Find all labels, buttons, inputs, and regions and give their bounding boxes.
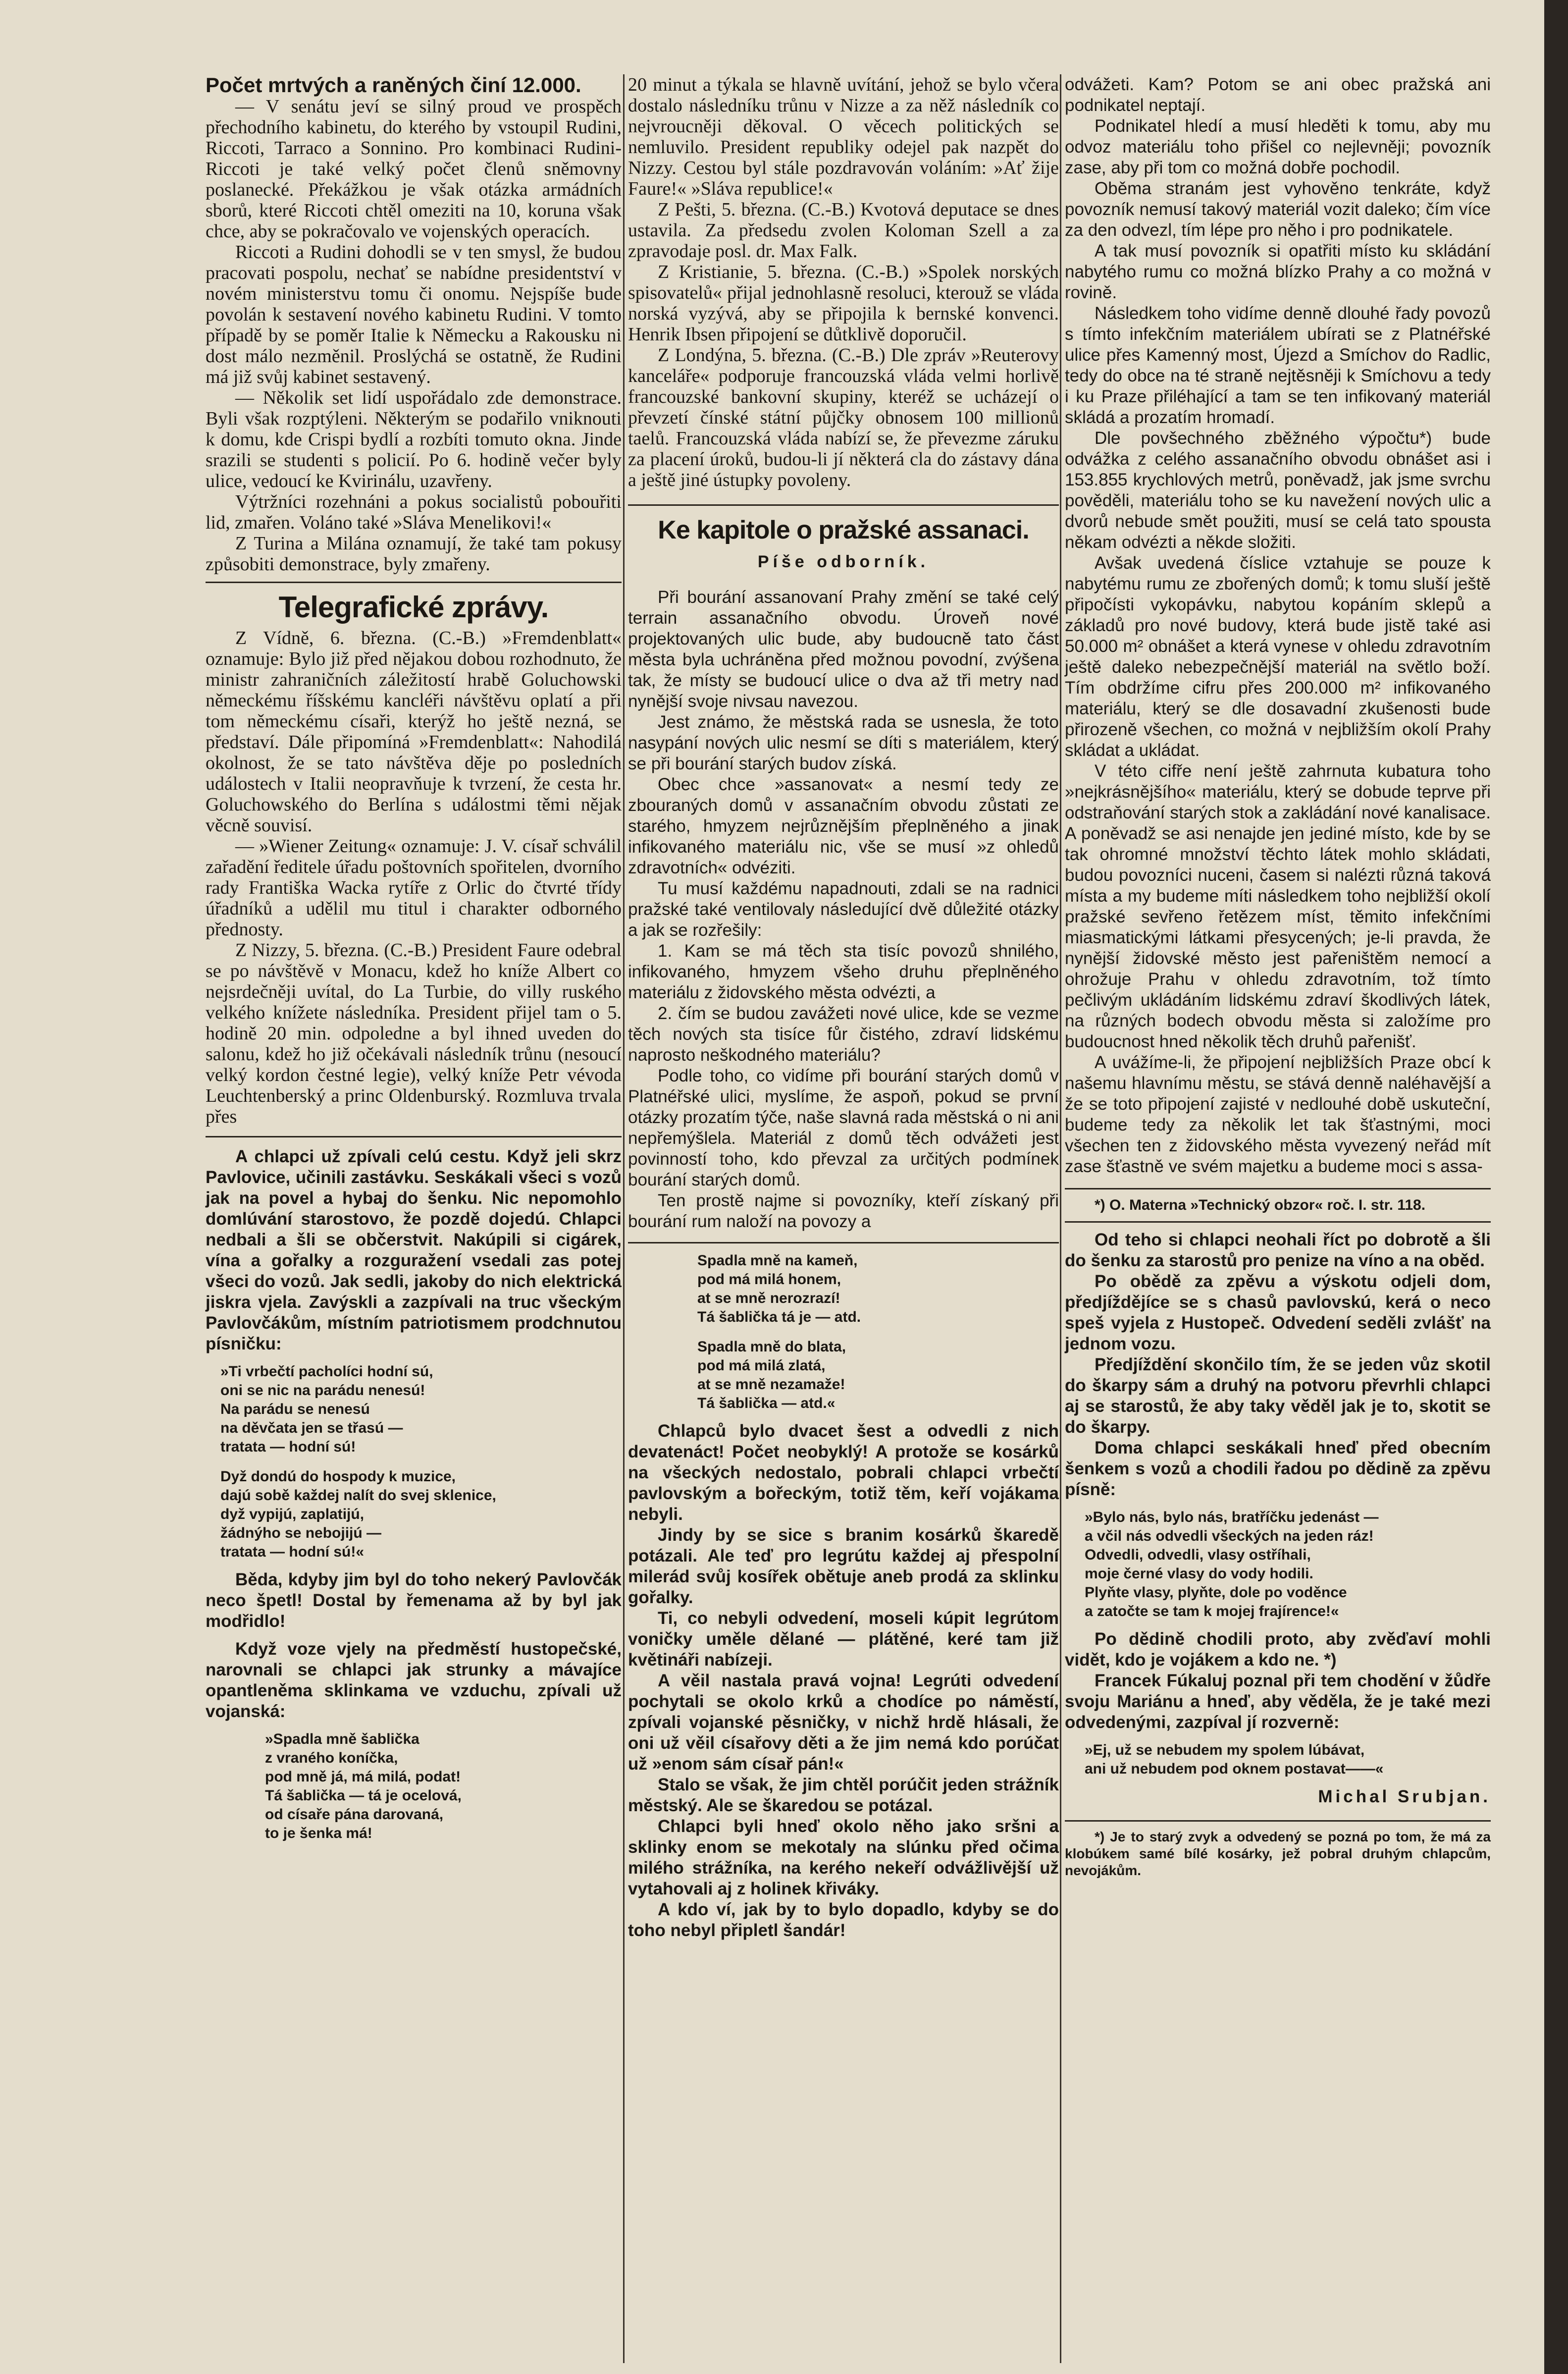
column-rule bbox=[1060, 74, 1061, 2363]
poem-line: pod mně já, má milá, podat! bbox=[265, 1769, 461, 1785]
poem-gap bbox=[697, 1327, 1059, 1338]
paragraph: Z Londýna, 5. března. (C.-B.) Dle zpráv »Reuterovy kanceláře« podporuje francouzská vláda velmi horlivě francouzské bankovní skupiny, kteréž se ucházejí o převzetí čínské státní půjčky obnosem 100 millionů taelů. Francouzská vláda nabízí se, že převezme záruku za placení úroků, budou-li jí některá cla do zástavy dána a ještě jiné ústupky povoleny. bbox=[628, 345, 1059, 490]
poem-line: Tá šablička — tá je ocelová, bbox=[265, 1787, 462, 1804]
article-paragraph: Obec chce »assanovat« a nesmí tedy ze zbouraných domů v assanačním obvodu zůstati ze starého, hmyzem nejrůznějším přeplněného a jinak infikovaného materiálu nic, vše se musí »z ohledů zdravotních« odvéziti. bbox=[628, 775, 1059, 877]
footnote: *) O. Materna »Technický obzor« roč. I. str. 118. bbox=[1095, 1197, 1426, 1213]
poem-line: pod má milá zlatá, bbox=[697, 1357, 826, 1374]
poem-line: oni se nic na parádu nenesú! bbox=[220, 1382, 425, 1399]
article-paragraph: A uvážíme-li, že připojení nejbližších Praze obcí k našemu hlavnímu městu, se stává denně naléhavější a že se toto připojení zajisté v nedlouhé době uskuteční, budeme tedy za několik let tak šťastnými, moci všechen ten z židovského města vyvezený neřád mít zase šťastně ve svém majetku a budeme moci s assa- bbox=[1065, 1053, 1491, 1176]
article-paragraph: odvážeti. Kam? Potom se ani obec pražská ani podnikatel neptají. bbox=[1065, 75, 1491, 115]
poem-line: Spadla mně na kameň, bbox=[697, 1252, 858, 1269]
byline: Píše odborník. bbox=[757, 552, 930, 571]
story-paragraph: Ti, co nebyli odvedení, moseli kúpit legrútom voničky uměle dělané — plátěné, keré tam již květináři nabízeji. bbox=[628, 1609, 1059, 1670]
poem-line: Tá šablička tá je — atd. bbox=[697, 1309, 861, 1325]
poem-gap bbox=[220, 1457, 622, 1467]
article-paragraph: Ten prostě najme si povozníky, kteří získaný při bourání rum naloží na povozy a bbox=[628, 1191, 1059, 1231]
paragraph: — »Wiener Zeitung« oznamuje: J. V. císař schválil zařadění ředitele úřadu poštovních spořitelen, dvorního rady Františka Wacka rytíře z Orlic do čtvrté třídy úřadníků a udělil mu titul i charakter odborného přednosty. bbox=[206, 836, 622, 940]
paragraph: Z Nizzy, 5. března. (C.-B.) President Faure odebral se po návštěvě v Monacu, kdež ho kníže Albert co nejsrdečněji uvítal, do La Turbie, do villy ruského velkého knížete následníka. President přijel tam o 5. hodině 20 min. odpoledne a byl ihned uveden do salonu, kdež ho již očekávali následník trůnu (nesoucí velký kordon čestné legie), velký kníže Petr vévoda Leuchtenberský a princ Oldenburský. Rozmluva trvala přes bbox=[206, 940, 622, 1127]
paragraph: Z Vídně, 6. března. (C.-B.) »Fremdenblatt« oznamuje: Bylo již před nějakou dobou rozhodnuto, že ministr zahraničních záležitostí hrabě Goluchowski německému říšskému kancléři návštěvu oplatí a při tom německému císaři, kterýž ho ještě nezná, se představí. Dále připomíná »Fremdenblatt«: Nahodilá okolnost, že se tato návštěva děje po posledních událostech v Italii neopravňuje k tvrzení, že cesta hr. Goluchowského do Berlína s událostmi těmi nějak věcně souvisí. bbox=[206, 628, 622, 836]
poem-line: tratata — hodní sú! bbox=[220, 1439, 356, 1455]
column-left bbox=[206, 74, 622, 1851]
section-title-assanace: Ke kapitole o pražské assanaci. bbox=[658, 516, 1029, 544]
author-signature: Michal Srubjan. bbox=[1318, 1787, 1491, 1806]
column-right bbox=[1065, 74, 1491, 1879]
section-title-telegraphs: Telegrafické zprávy. bbox=[278, 591, 549, 624]
story-paragraph: Od teho si chlapci neohali říct po dobrotě a šli do šenku za starostů pro penize na víno a na oběd. bbox=[1065, 1230, 1491, 1270]
paragraph: — V senátu jeví se silný proud ve prospěch přechodního kabinetu, do kterého by vstoupil Rudini, Riccoti, Tarraco a Sonnino. Pro kombinaci Rudini-Riccoti je také velký počet členů sněmovny poslanecké. Překážkou je však otázka armádních sborů, které Riccoti chtěl omeziti na 10, koruna však chce, aby se pokračovalo ve vojenských operacích. bbox=[206, 96, 622, 242]
paragraph: Z Kristianie, 5. března. (C.-B.) »Spolek norských spisovatelů« přijal jednohlasně resoluci, kterouž se vláda norská vyzývá, aby se připojila k bernské konvenci. Henrik Ibsen připojení se důtklivě doporučil. bbox=[628, 262, 1059, 345]
story-paragraph: Chlapci byli hneď okolo něho jako sršni a sklinky enom se mekotaly na slúnku před očima milého strážníka, na kerého nekeří odvážlivější už vytahovali aj z holinek křiváky. bbox=[628, 1817, 1059, 1898]
poem-line: na děvčata jen se třasú — bbox=[220, 1420, 403, 1436]
story-paragraph: A věil nastala pravá vojna! Legrúti odvedení pochytali se okolo krků a chodíce po náměstí, zpívali vojanské pěsničky, v nichž hrdě hlásali, že oni už věil císařovy děti a že jim nemá kdo porúčat už »enom sám císař pán!« bbox=[628, 1671, 1059, 1774]
story-paragraph: Francek Fúkaluj poznal při tem chodění v žůdře svoju Mariánu a hneď, aby věděla, že je také mezi odvedenými, zazpíval jí rozverně: bbox=[1065, 1671, 1491, 1732]
divider bbox=[1065, 1820, 1491, 1822]
article-paragraph: A tak musí povozník si opatřiti místo ku skládání nabytého rumu co možná blízko Prahy a co možná v rovině. bbox=[1065, 241, 1491, 302]
poem-line: žádnýho se nebojijú — bbox=[220, 1525, 382, 1541]
paragraph: Riccoti a Rudini dohodli se v ten smysl, že budou pracovati pospolu, nechať se nabídne presidentství v novém ministerstvu tomu či onomu. Nejspíše bude povolán k sestavení nového kabinetu Rudini. V tomto případě by se poměr Italie k Německu a Rakousku ni dost málo nezměnil. Proslýchá se ostatně, že Rudini má již svůj kabinet sestavený. bbox=[206, 242, 622, 387]
divider bbox=[206, 582, 622, 583]
story-paragraph: Po dědině chodili proto, aby zvěďaví mohli vidět, kdo je vojákem a kdo ne. *) bbox=[1065, 1629, 1491, 1670]
article-paragraph: 1. Kam se má těch sta tisíc povozů shnilého, infikovaného, hmyzem všeho druhu přeplněného materiálu z židovského města odvézti, a bbox=[628, 941, 1059, 1002]
poem-block bbox=[1085, 1741, 1491, 1779]
poem-line: Na parádu se nenesú bbox=[220, 1401, 370, 1417]
poem-line: z vraného koníčka, bbox=[265, 1750, 398, 1766]
poem-line: a včil nás odvedli všeckých na jeden ráz! bbox=[1085, 1528, 1374, 1544]
poem-line: »Ej, už se nebudem my spolem lúbávat, bbox=[1085, 1742, 1365, 1758]
poem-block bbox=[265, 1730, 622, 1843]
article-paragraph: Jest známo, že městská rada se usnesla, že toto nasypání nových ulic nesmí se díti s materiálem, který se při bourání starých budov získá. bbox=[628, 712, 1059, 773]
headline-casualties: Počet mrtvých a raněných činí 12.000. bbox=[206, 73, 581, 97]
divider bbox=[1065, 1188, 1491, 1189]
paragraph: 20 minut a týkala se hlavně uvítání, jehož se bylo včera dostalo následníku trůnu v Nizze a za něž následník co nejvroucněji děkoval. O věcech politických se nemluvilo. President republiky odejel pak nazpět do Nizzy. Cestou byl stále pozdravován voláním: »Ať žije Faure!« »Sláva republice!« bbox=[628, 74, 1059, 199]
poem-line: at se mně nezamaže! bbox=[697, 1376, 845, 1393]
divider bbox=[206, 1136, 622, 1137]
poem-line: Odvedli, odvedli, vlasy ostříhali, bbox=[1085, 1547, 1311, 1563]
article-paragraph: Avšak uvedená číslice vztahuje se pouze k nabytému rumu ze zbořených domů; k tomu sluší ještě připočísti vykopávku, nabytou kopáním sklepů a základů pro nové budovy, která bude jistě také asi 50.000 m² obnášet a která vynese v ohledu zdravotním ještě daleko nebezpečnější materiál na světlo boží. Tím obdržíme cifru přes 200.000 m² infikovaného materiálu, který se dle dosavadní zkušenosti bude přirozeně všechen, co možná v nejbližším okolí Prahy skládat a ukládat. bbox=[1065, 553, 1491, 760]
article-paragraph: V této cifře není ještě zahrnuta kubatura toho »nejkrásnějšího« materiálu, který se dobude teprve při odstraňování starých stok a zakládání nové kanalisace. A poněvadž se asi nenajde jen jediné místo, kde by se tak ohromné množství těchto látek mohlo skládati, budou povozníci nuceni, časem si nalézti různá taková místa a my budeme míti následkem toho nejbližší okolí pražské sevřeno řetězem míst, těmito infekčními miasmatickými látkami přesycených; je-li pravda, že nynější židovské město jest pařeništěm nemocí a ohrožuje Prahu v ohledu zdravotním, tož tímto pečlivým ukládáním lidskému zdraví škodlivých látek, na různých bodech obvodu města si založíme pro budoucnost hned několik těch druhů pařenišť. bbox=[1065, 761, 1491, 1051]
poem-line: dyž vypijú, zaplatijú, bbox=[220, 1506, 365, 1522]
poem-line: od císaře pána darovaná, bbox=[265, 1806, 444, 1823]
poem-line: »Bylo nás, bylo nás, bratříčku jedenást — bbox=[1085, 1509, 1379, 1525]
poem-line: Dyž dondú do hospody k muzice, bbox=[220, 1468, 456, 1485]
story-paragraph: Když voze vjely na předměstí hustopečské, narovnali se chlapci jak strunky a mávajíce opantleněma sklinkama ve vzduchu, zpívali už vojanská: bbox=[206, 1639, 622, 1721]
poem-line: at se mně nerozrazí! bbox=[697, 1290, 840, 1306]
divider bbox=[1065, 1221, 1491, 1223]
poem-line: Spadla mně do blata, bbox=[697, 1339, 846, 1355]
article-paragraph: Tu musí každému napadnouti, zdali se na radnici pražské také ventilovaly následující dvě důležité otázky a jak se rozřešily: bbox=[628, 879, 1059, 940]
paragraph: Z Pešti, 5. března. (C.-B.) Kvotová deputace se dnes ustavila. Za předsedu zvolen Koloman Szell a za zpravodaje posl. dr. Max Falk. bbox=[628, 199, 1059, 262]
article-paragraph: Podnikatel hledí a musí hleděti k tomu, aby mu odvoz materiálu toho přišel co nejlevněji; povozník zase, aby při tom co možná dobře pochodil. bbox=[1065, 116, 1491, 177]
poem-block bbox=[1085, 1508, 1491, 1621]
footnote: *) Je to starý zvyk a odvedený se pozná po tom, že má za klobúkem samé bílé kosárky, jež pobral druhým chlapcům, nevojákům. bbox=[1065, 1829, 1491, 1878]
column-middle bbox=[628, 74, 1059, 1941]
poem-line: moje černé vlasy do vody hodili. bbox=[1085, 1565, 1313, 1582]
story-paragraph: Chlapců bylo dvacet šest a odvedli z nich devatenáct! Počet neobyklý! A protože se kosárků na všeckých nedostalo, pobrali chlapci vrbečtí pavlovským a bořeckým, totiž těm, keří vojákama nebyli. bbox=[628, 1421, 1059, 1524]
divider bbox=[628, 1242, 1059, 1243]
paragraph: Výtržníci rozehnáni a pokus socialistů pobouřiti lid, zmařen. Voláno také »Sláva Menelikovi!« bbox=[206, 491, 622, 533]
poem-block bbox=[697, 1251, 1059, 1413]
poem-line: Tá šablička — atd.« bbox=[697, 1395, 836, 1411]
article-paragraph: Podle toho, co vidíme při bourání starých domů v Platnéřské ulici, myslíme, že aspoň, pokud se první otázky prozatím týče, naše slavná rada městská o ni ani nepřemýšlela. Materiál z domů těch odvážeti jest povinností toho, kdo převzal za určitých podmínek bourání starých domů. bbox=[628, 1066, 1059, 1189]
poem-line: »Spadla mně šablička bbox=[265, 1731, 419, 1747]
paragraph: Z Turina a Milána oznamují, že také tam pokusy způsobiti demonstrace, byly zmařeny. bbox=[206, 533, 622, 575]
poem-line: tratata — hodní sú!« bbox=[220, 1544, 365, 1560]
article-paragraph: Následkem toho vidíme denně dlouhé řady povozů s tímto infekčním materiálem ubírati se z Platnéřské ulice přes Kamenný most, Újezd a Smíchov do Radlic, tedy do obce na té straně nejtěsněji k Smíchovu a tedy i ku Praze přiléhající a tam se ten infikovaný materiál skládá a prozatím hromadí. bbox=[1065, 304, 1491, 427]
poem-block bbox=[220, 1362, 622, 1562]
story-paragraph: A chlapci už zpívali celú cestu. Když jeli skrz Pavlovice, učinili zastávku. Seskákali všeci s vozů jak na povel a hybaj do šenku. Nic nepomohlo domlúvání starostovo, že pozdě dojedú. Chlapci nedbali a šli se občerstvit. Nakúpili si cigárek, vína a gořalky a rozguražení vsedali zas potej všeci do vozů. Jak sedli, jakoby do nich elektrická jiskra vjela. Zavýskli a zazpívali na truc všeckým Pavlovčákům, místním patriotismem prodchnutou písničku: bbox=[206, 1147, 622, 1353]
poem-line: ani už nebudem pod oknem postavat——« bbox=[1085, 1761, 1384, 1777]
poem-line: to je šenka má! bbox=[265, 1825, 372, 1841]
paragraph: — Několik set lidí uspořádalo zde demonstrace. Byli však rozptýleni. Některým se podařilo vniknouti k domu, kde Crispi bydlí a rozbíti tomuto okna. Jinde srazili se studenti s policií. Po 6. hodině večer byly ulice, vedoucí ke Kvirinálu, uzavřeny. bbox=[206, 387, 622, 491]
story-paragraph: Doma chlapci seskákali hneď před obecním šenkem s vozů a chodili řadou po dědině za zpěvu písně: bbox=[1065, 1438, 1491, 1499]
article-paragraph: Dle povšechného zběžného výpočtu*) bude odvážka z celého assanačního obvodu obnášet asi i 153.855 krychlových metrů, poněvadž, jak jsme svrchu pověděli, materiálu toho se ku navežení nových ulic a dvorů nebude smět použiti, musí se celá tato spousta někam odvézti a někde složiti. bbox=[1065, 429, 1491, 552]
poem-line: dajú sobě každej nalít do svej sklenice, bbox=[220, 1487, 496, 1504]
article-paragraph: Při bourání assanovaní Prahy změní se také celý terrain assanačního obvodu. Úroveň nové projektovaných ulic bude, aby budoucně tato část města byla uchráněna před možnou povodní, zvýšena tak, že místy se budoucí ulice o dva až tři metry nad nynější svoje nivsau navezou. bbox=[628, 588, 1059, 711]
story-paragraph: Stalo se však, že jim chtěl porúčit jeden strážník městský. Ale se škaredou se potázal. bbox=[628, 1775, 1059, 1815]
article-paragraph: 2. čím se budou zavážeti nové ulice, kde se vezme těch nových sta tisíce fůr čistého, zdraví lidskému naprosto neškodného materiálu? bbox=[628, 1004, 1059, 1065]
poem-line: a zatočte se tam k mojej frajírence!« bbox=[1085, 1603, 1339, 1619]
story-paragraph: Jindy by se sice s branim kosárků škaredě potázali. Ale teď pro legrútu každej aj přespolní milerád svůj kosířek obětuje aneb prodá za sklinku gořalky. bbox=[628, 1525, 1059, 1607]
story-paragraph: A kdo ví, jak by to bylo dopadlo, kdyby se do toho nebyl připletl šandár! bbox=[628, 1900, 1059, 1940]
story-paragraph: Běda, kdyby jim byl do toho nekerý Pavlovčák neco špetl! Dostal by řemenama až by byl jak modřidlo! bbox=[206, 1570, 622, 1631]
story-paragraph: Předjíždění skončilo tím, že se jeden vůz skotil do škarpy sám a druhý na potvoru převrhli chlapci aj se starostů, že aby taky věděl jak je to, skotit se do škarpy. bbox=[1065, 1355, 1491, 1437]
divider bbox=[628, 504, 1059, 506]
poem-line: »Ti vrbečtí pacholíci hodní sú, bbox=[220, 1363, 433, 1380]
column-rule bbox=[623, 74, 625, 2363]
story-paragraph: Po obědě za zpěvu a výskotu odjeli dom, předjíždějíce se s chasů pavlovskú, kerá o neco speš vyjela z Hustopeč. Odvedení seděli zvlášť na jednom vozu. bbox=[1065, 1272, 1491, 1353]
poem-line: Plyňte vlasy, plyňte, dole po voděnce bbox=[1085, 1584, 1347, 1601]
article-paragraph: Oběma stranám jest vyhověno tenkráte, když povozník nemusí takový materiál vozit daleko; čím více za den odvezl, tím lépe pro něho i pro podnikatele. bbox=[1065, 179, 1491, 240]
poem-line: pod má milá honem, bbox=[697, 1271, 841, 1288]
